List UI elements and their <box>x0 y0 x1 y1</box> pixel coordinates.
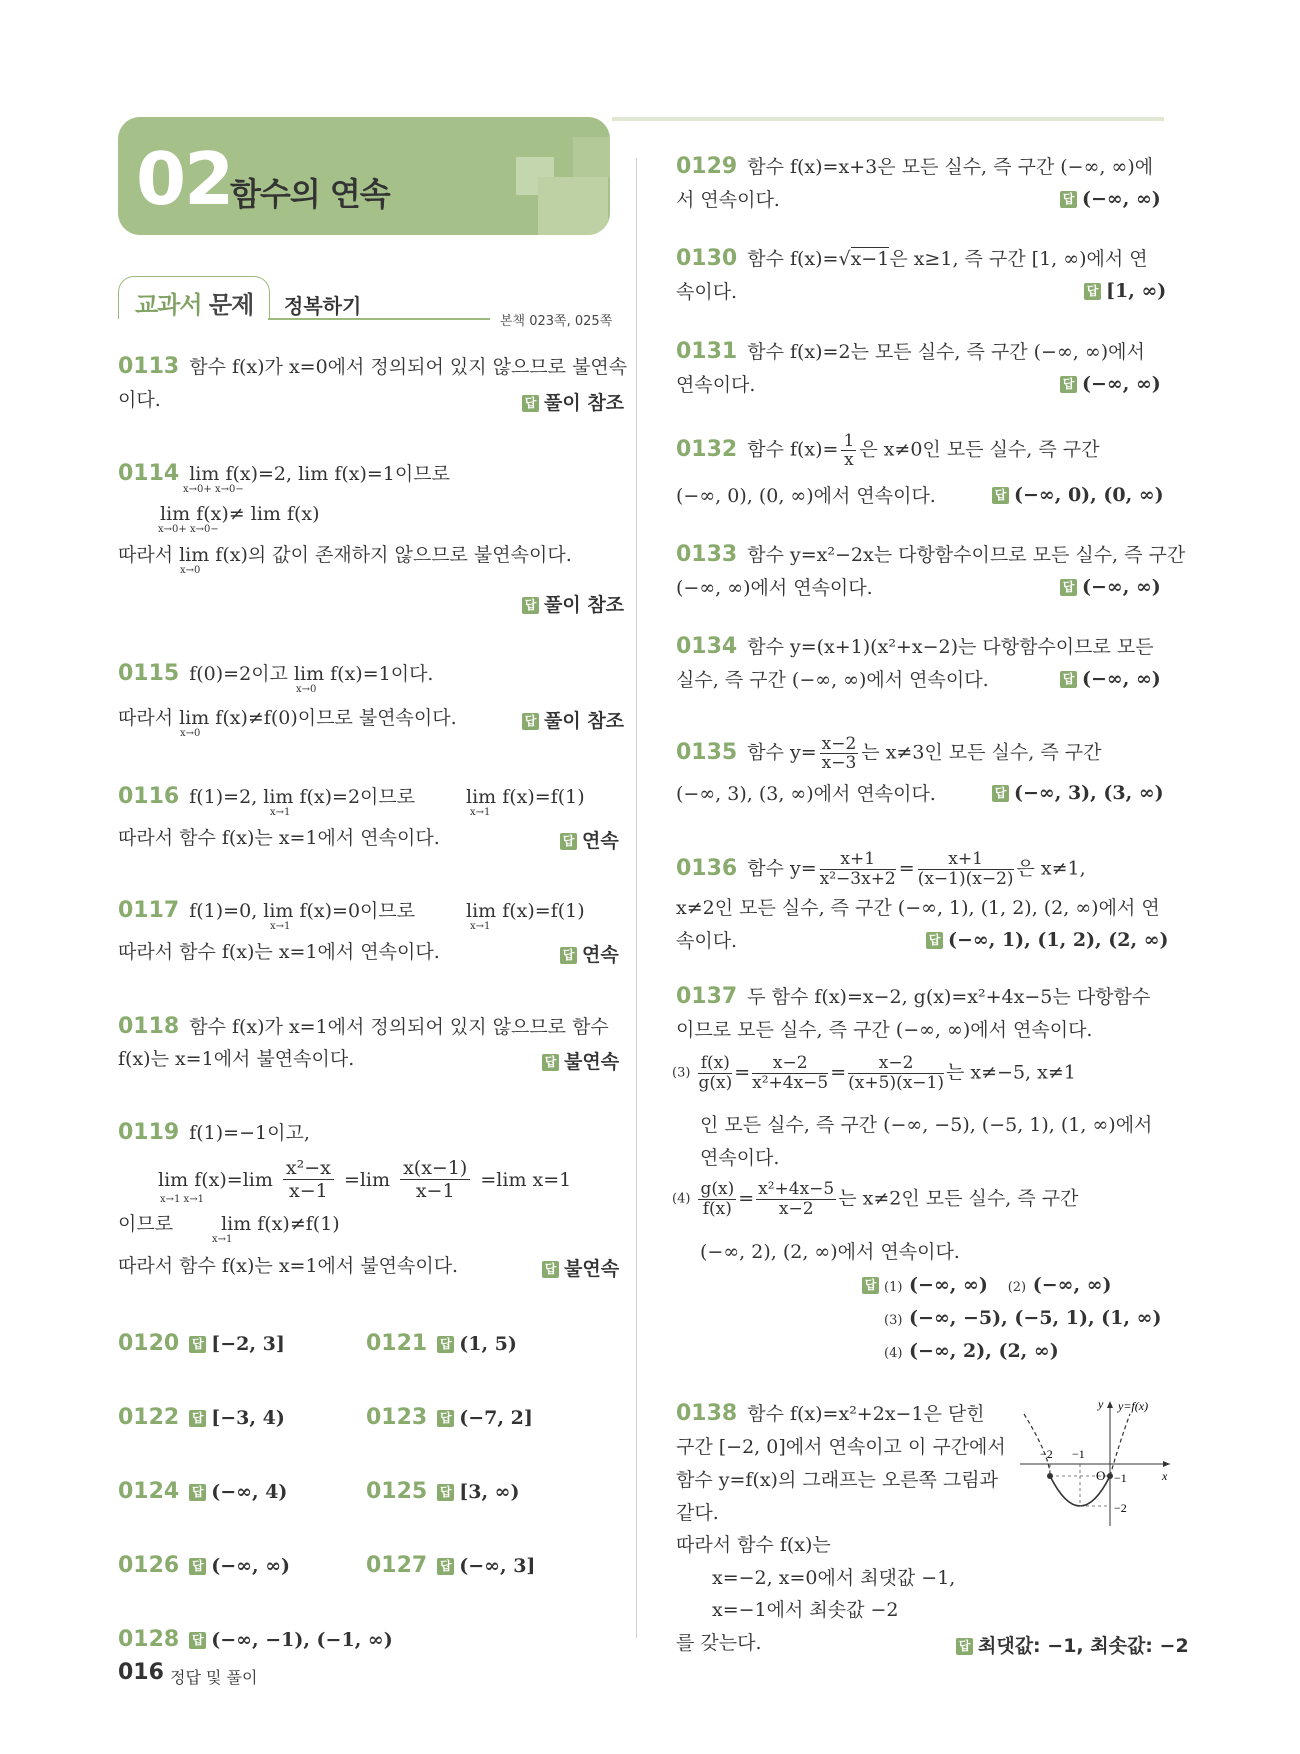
answer-text: (−∞, −5), (−5, 1), (1, ∞) <box>909 1307 1162 1329</box>
fraction-numerator: x−2 <box>752 1054 828 1074</box>
text: 는 x≠2인 모든 실수, 즉 구간 <box>838 1187 1079 1210</box>
problem-0136-line2: x≠2인 모든 실수, 즉 구간 (−∞, 1), (1, 2), (2, ∞)에서 연 <box>676 897 1160 919</box>
answer-text: 풀이 참조 <box>544 392 625 414</box>
answer-text: 풀이 참조 <box>544 710 625 732</box>
answer-text: 최댓값: −1, 최솟값: −2 <box>978 1635 1189 1657</box>
sub-label: (4) <box>884 1346 903 1361</box>
problem-0117-line2: 따라서 함수 f(x)는 x=1에서 연속이다. <box>118 941 440 963</box>
fraction-denominator: x−1 <box>289 1180 328 1202</box>
sqrt-icon: √ <box>838 248 851 270</box>
answer-text: (−∞, ∞) <box>1032 1274 1112 1296</box>
answer-0137-4 <box>884 1340 1059 1362</box>
answer-badge-icon: 답 <box>522 395 539 412</box>
answer-text: (−7, 2] <box>459 1407 533 1429</box>
text: lim f(x)≠f(1) <box>221 1213 340 1235</box>
text: = <box>898 857 915 880</box>
answer-badge-icon: 답 <box>560 833 577 850</box>
problem-0129-line2: 서 연속이다. <box>676 189 780 211</box>
text: lim f(x)=lim <box>158 1168 273 1191</box>
problem-0138-line7: x=−1에서 최솟값 −2 <box>712 1599 899 1621</box>
answer-text: (−∞, 4) <box>211 1481 288 1503</box>
answer-0114 <box>522 590 624 617</box>
text: lim f(x)=2, lim f(x)=1이므로 <box>189 463 450 485</box>
answer-text: (−∞, ∞) <box>1082 668 1161 690</box>
problem-0119-line4: 따라서 함수 f(x)는 x=1에서 불연속이다. <box>118 1255 459 1277</box>
fraction-denominator: x²+4x−5 <box>752 1073 829 1093</box>
header-rule <box>612 117 1164 121</box>
problem-number: 0133 <box>676 542 738 567</box>
problem-0131-line1 <box>676 340 1145 364</box>
answer-0129 <box>1060 188 1161 210</box>
sub-label: (2) <box>1007 1280 1027 1295</box>
fraction-denominator: (x+5)(x−1) <box>848 1073 944 1093</box>
answer-text: (−∞, ∞) <box>909 1274 988 1296</box>
problem-0114-line1 <box>118 462 450 486</box>
fraction <box>820 735 859 772</box>
problem-number: 0134 <box>676 634 738 659</box>
fraction-denominator: f(x) <box>702 1199 732 1219</box>
problem-0130-line2: 속이다. <box>676 281 738 303</box>
curve-dashed-right <box>1110 1414 1130 1476</box>
answer-0117 <box>560 940 619 967</box>
text: 함수 y= <box>747 741 817 764</box>
problem-0138-line6: x=−2, x=0에서 최댓값 −1, <box>712 1567 956 1589</box>
answer-badge-icon: 답 <box>1060 376 1077 393</box>
fraction-denominator: g(x) <box>698 1073 733 1093</box>
section-tab-label: 교과서 <box>135 291 202 319</box>
limit-subscript: x→1 <box>212 1234 233 1245</box>
text: 함수 f(x)= <box>747 248 839 270</box>
chapter-number: 02 <box>136 137 233 221</box>
fraction <box>756 1180 836 1219</box>
problem-0125 <box>366 1480 520 1504</box>
problem-number: 0116 <box>118 784 180 809</box>
answer-badge-icon: 답 <box>542 1054 559 1071</box>
column-divider <box>636 158 637 1638</box>
text: 함수 f(x)=2는 모든 실수, 즉 구간 (−∞, ∞)에서 <box>747 341 1145 363</box>
problem-number: 0121 <box>366 1331 428 1356</box>
text: 함수 f(x)=x+3은 모든 실수, 즉 구간 (−∞, ∞)에 <box>747 156 1154 178</box>
problem-0117-condition: lim f(x)=f(1) <box>466 900 585 922</box>
problem-number: 0114 <box>118 461 180 486</box>
problem-0113-line1 <box>118 355 627 379</box>
problem-0137-sub3-line2: 인 모든 실수, 즉 구간 (−∞, −5), (−5, 1), (1, ∞)에서 <box>700 1114 1153 1136</box>
problem-number: 0127 <box>366 1553 428 1578</box>
sub-label: (3) <box>884 1313 903 1328</box>
fraction-numerator: x²−x <box>283 1157 334 1180</box>
section-tab <box>118 276 270 319</box>
answer-text: [3, ∞) <box>459 1481 520 1503</box>
tick-label: −2 <box>1040 1447 1053 1461</box>
fraction <box>283 1157 334 1202</box>
fraction-denominator: x−2 <box>778 1199 814 1219</box>
fraction <box>848 1054 944 1093</box>
text: 함수 f(x)= <box>747 438 839 461</box>
answer-badge-icon: 답 <box>1060 671 1077 688</box>
problem-number: 0123 <box>366 1405 428 1430</box>
answer-text: (−∞, ∞) <box>1082 373 1161 395</box>
problem-0113-line2: 이다. <box>118 389 161 411</box>
endpoint <box>1047 1473 1053 1479</box>
problem-number: 0136 <box>676 855 738 881</box>
answer-0118 <box>542 1047 619 1074</box>
problem-number: 0118 <box>118 1014 180 1039</box>
footer-text: 정답 및 풀이 <box>170 1668 258 1687</box>
text: f(1)=0, lim f(x)=0이므로 <box>189 900 416 922</box>
text: =lim <box>343 1168 391 1191</box>
text: 함수 y= <box>747 857 817 880</box>
problem-0137-sub3-line3: 연속이다. <box>700 1147 780 1169</box>
answer-badge-icon: 답 <box>956 1638 973 1655</box>
fraction-numerator: f(x) <box>698 1054 732 1074</box>
text: 은 x≠0인 모든 실수, 즉 구간 <box>859 438 1100 461</box>
fraction-denominator: x−3 <box>821 753 857 773</box>
answer-text: (−∞, −1), (−1, ∞) <box>211 1629 393 1651</box>
curve-label: y=f(x) <box>1118 1399 1149 1413</box>
answer-badge-icon: 답 <box>437 1484 454 1501</box>
answer-badge-icon: 답 <box>992 785 1009 802</box>
fraction <box>841 432 856 469</box>
answer-0135 <box>992 782 1164 804</box>
section-reference: 본책 023쪽, 025쪽 <box>500 314 613 329</box>
answer-text: 불연속 <box>564 1258 620 1280</box>
answer-0131 <box>1060 373 1161 395</box>
problem-0137-sub4: (4) $\frac{g(x)}{f(x)}$ = $\frac{\text{x²+4x−5}}{x-2}$ 는 x≠2인 모든 실수, 즉 구간 <box>672 1179 1079 1219</box>
problem-0124 <box>118 1480 287 1504</box>
chapter-banner <box>118 117 610 235</box>
text: 은 x≥1, 즉 구간 [1, ∞)에서 연 <box>889 248 1148 270</box>
limit-subscript: x→1 <box>470 921 491 932</box>
fraction-numerator: x+1 <box>918 850 1014 870</box>
limit-subscript: x→0 <box>296 684 317 695</box>
problem-number: 0129 <box>676 154 738 179</box>
fraction-denominator: x <box>844 450 854 470</box>
answer-badge-icon: 답 <box>437 1336 454 1353</box>
answer-0133 <box>1060 576 1161 598</box>
section-subtitle: 정복하기 <box>284 294 362 318</box>
answer-badge-icon: 답 <box>1060 579 1077 596</box>
text: 함수 y=x²−2x는 다항함수이므로 모든 실수, 즉 구간 <box>747 544 1186 566</box>
answer-0137-3 <box>884 1307 1161 1329</box>
problem-number: 0117 <box>118 898 180 923</box>
problem-0138-line4: 같다. <box>676 1502 719 1524</box>
text: 함수 y=(x+1)(x²+x−2)는 다항함수이므로 모든 <box>747 636 1154 658</box>
y-label: y <box>1098 1397 1104 1411</box>
answer-0130 <box>1084 280 1166 302</box>
answer-badge-icon: 답 <box>189 1558 206 1575</box>
x-axis-arrow-icon <box>1163 1461 1170 1467</box>
problem-0136-line1 <box>676 850 1086 889</box>
answer-badge-icon: 답 <box>1060 191 1077 208</box>
answer-badge-icon: 답 <box>189 1484 206 1501</box>
sub-label: (1) <box>884 1280 903 1295</box>
answer-text: [−2, 3] <box>211 1333 285 1355</box>
problem-0132-line1 <box>676 432 1099 469</box>
answer-0134 <box>1060 668 1161 690</box>
problem-0115-line1 <box>118 662 433 686</box>
answer-badge-icon: 답 <box>862 1277 879 1294</box>
tick-label: −1 <box>1072 1447 1085 1461</box>
problem-0137-line2: 이므로 모든 실수, 즉 구간 (−∞, ∞)에서 연속이다. <box>676 1019 1093 1041</box>
answer-badge-icon: 답 <box>189 1410 206 1427</box>
function-graph <box>1010 1396 1180 1536</box>
answer-0115 <box>522 706 624 733</box>
tick-label: −1 <box>1114 1471 1127 1485</box>
problem-0116-line1 <box>118 785 415 809</box>
fraction-numerator: x−2 <box>821 734 857 754</box>
answer-text: (−∞, 3), (3, ∞) <box>1014 782 1164 804</box>
limit-subscript: x→1 <box>270 921 291 932</box>
problem-0138-line5: 따라서 함수 f(x)는 <box>676 1534 831 1556</box>
answer-text: (−∞, 0), (0, ∞) <box>1014 484 1164 506</box>
problem-0134-line1 <box>676 635 1154 659</box>
fraction-numerator: 1 <box>843 431 855 451</box>
page-number: 016 <box>118 1660 164 1685</box>
problem-0135-line2: (−∞, 3), (3, ∞)에서 연속이다. <box>676 783 936 805</box>
text: 두 함수 f(x)=x−2, g(x)=x²+4x−5는 다항함수 <box>747 986 1151 1008</box>
problem-number: 0135 <box>676 739 738 765</box>
fraction <box>400 1157 470 1202</box>
problem-number: 0124 <box>118 1479 180 1504</box>
problem-0118-line1 <box>118 1015 609 1039</box>
answer-text: (−∞, ∞) <box>1082 188 1161 210</box>
answer-text: [1, ∞) <box>1106 280 1167 302</box>
answer-badge-icon: 답 <box>542 1261 559 1278</box>
answer-badge-icon: 답 <box>189 1632 206 1649</box>
answer-text: 불연속 <box>564 1051 620 1073</box>
limit-subscript: x→1 <box>270 807 291 818</box>
problem-number: 0138 <box>676 1401 738 1426</box>
problem-0132-line2: (−∞, 0), (0, ∞)에서 연속이다. <box>676 485 936 507</box>
x-label: x <box>1162 1469 1168 1483</box>
answer-0137-1-2 <box>862 1274 1112 1296</box>
limit-subscript: x→0 <box>180 728 201 739</box>
fraction-denominator: x−1 <box>415 1180 455 1202</box>
problem-0115-line2: 따라서 lim f(x)≠f(0)이므로 불연속이다. <box>118 707 457 729</box>
problem-0128 <box>118 1628 393 1652</box>
answer-text: 연속 <box>582 944 619 966</box>
fraction-denominator: (x−1)(x−2) <box>917 869 1014 889</box>
problem-0119-line2 <box>158 1157 571 1202</box>
limit-subscript: x→1 x→1 <box>160 1194 204 1205</box>
problem-0138-line3: 함수 y=f(x)의 그래프는 오른쪽 그림과 <box>676 1469 998 1491</box>
answer-0116 <box>560 826 619 853</box>
origin-label: O <box>1096 1468 1106 1483</box>
problem-number: 0137 <box>676 984 738 1009</box>
limit-subscript: x→0+ x→0− <box>183 484 244 495</box>
answer-badge-icon: 답 <box>560 947 577 964</box>
problem-number: 0119 <box>118 1120 180 1145</box>
limit-subscript: x→0+ x→0− <box>158 524 219 535</box>
problem-number: 0126 <box>118 1553 180 1578</box>
text: 는 x≠3인 모든 실수, 즉 구간 <box>861 741 1102 764</box>
problem-0138-line1 <box>676 1402 985 1426</box>
answer-text: (−∞, ∞) <box>211 1555 291 1577</box>
answer-badge-icon: 답 <box>189 1336 206 1353</box>
problem-0138-line8: 를 갖는다. <box>676 1632 762 1654</box>
fraction-numerator: x(x−1) <box>400 1157 470 1180</box>
problem-0136-line3: 속이다. <box>676 930 738 952</box>
problem-0116-line2: 따라서 함수 f(x)는 x=1에서 연속이다. <box>118 827 440 849</box>
problem-0121 <box>366 1332 517 1356</box>
tick-label: −2 <box>1114 1501 1127 1515</box>
problem-0138-line2: 구간 [−2, 0]에서 연속이고 이 구간에서 <box>676 1436 1006 1458</box>
text: =lim x=1 <box>480 1168 572 1191</box>
sub-label: (4) <box>672 1191 691 1207</box>
problem-0123 <box>366 1406 533 1430</box>
problem-number: 0120 <box>118 1331 180 1356</box>
answer-text: (−∞, 2), (2, ∞) <box>909 1340 1059 1362</box>
problem-0133-line1 <box>676 543 1185 567</box>
fraction-denominator: x²−3x+2 <box>819 869 896 889</box>
limit-subscript: x→0 <box>180 565 201 576</box>
answer-text: 연속 <box>582 830 619 852</box>
text: f(1)=2, lim f(x)=2이므로 <box>189 786 416 808</box>
answer-text: 풀이 참조 <box>544 594 625 616</box>
limit-subscript: x→1 <box>470 807 491 818</box>
fraction-numerator: g(x) <box>700 1179 735 1199</box>
answer-text: (1, 5) <box>459 1333 517 1355</box>
fraction <box>698 1180 736 1219</box>
answer-0138 <box>956 1631 1189 1658</box>
answer-text: (−∞, 3] <box>459 1555 536 1577</box>
fraction <box>918 850 1014 889</box>
answer-0132 <box>992 484 1164 506</box>
problem-0117-line1 <box>118 899 415 923</box>
problem-number: 0115 <box>118 661 180 686</box>
problem-0137-line1 <box>676 985 1150 1009</box>
problem-number: 0130 <box>676 246 738 271</box>
problem-number: 0113 <box>118 354 180 379</box>
answer-badge-icon: 답 <box>1084 283 1101 300</box>
problem-0134-line2: 실수, 즉 구간 (−∞, ∞)에서 연속이다. <box>676 669 989 691</box>
problem-0129-line1 <box>676 155 1153 179</box>
problem-0119-line1 <box>118 1121 310 1145</box>
problem-0126 <box>118 1554 290 1578</box>
problem-0116-condition: lim f(x)=f(1) <box>466 786 585 808</box>
problem-0133-line2: (−∞, ∞)에서 연속이다. <box>676 577 873 599</box>
answer-text: (−∞, 1), (1, 2), (2, ∞) <box>948 929 1169 951</box>
problem-0114-line3: 따라서 lim f(x)의 값이 존재하지 않으므로 불연속이다. <box>118 544 572 566</box>
problem-0131-line2: 연속이다. <box>676 374 756 396</box>
problem-number: 0122 <box>118 1405 180 1430</box>
sub-label: (3) <box>672 1065 691 1081</box>
problem-0130-line1 <box>676 247 1148 271</box>
answer-badge-icon: 답 <box>522 713 539 730</box>
answer-badge-icon: 답 <box>437 1410 454 1427</box>
problem-0114-line2: lim f(x)≠ lim f(x) <box>160 503 320 525</box>
banner-decoration <box>573 137 610 177</box>
answer-text: (−∞, ∞) <box>1082 576 1161 598</box>
text: 는 x≠−5, x≠1 <box>946 1061 1076 1084</box>
fraction <box>820 850 896 889</box>
answer-badge-icon: 답 <box>992 487 1009 504</box>
fraction <box>752 1054 828 1093</box>
fraction-numerator: x+1 <box>820 850 896 870</box>
text: 함수 f(x)가 x=1에서 정의되어 있지 않으므로 함수 <box>189 1016 609 1038</box>
problem-number: 0128 <box>118 1627 180 1652</box>
problem-number: 0132 <box>676 436 738 462</box>
problem-0137-sub3: (3) $\frac{f(x)}{g(x)}$ = $\frac{x-2}{\text{x²+4x−5}}$ = $\frac{x-2}{(x+5)(x-1)}$ 는 x≠−5, x≠1 <box>672 1053 1076 1093</box>
text: 함수 f(x)=x²+2x−1은 닫힌 <box>747 1403 985 1425</box>
problem-0122 <box>118 1406 285 1430</box>
problem-0127 <box>366 1554 535 1578</box>
problem-0135-line1 <box>676 735 1101 772</box>
text: f(1)=−1이고, <box>189 1122 310 1144</box>
text: 함수 f(x)가 x=0에서 정의되어 있지 않으므로 불연속 <box>189 356 628 378</box>
endpoint <box>1107 1473 1113 1479</box>
answer-badge-icon: 답 <box>926 932 943 949</box>
answer-badge-icon: 답 <box>437 1558 454 1575</box>
sqrt-radicand: x−1 <box>850 248 890 270</box>
answer-text: [−3, 4) <box>211 1407 285 1429</box>
section-tab-label-dark: 문제 <box>208 291 254 319</box>
problem-0118-line2: f(x)는 x=1에서 불연속이다. <box>118 1048 355 1070</box>
section-rule <box>268 318 490 320</box>
fraction-numerator: x−2 <box>848 1054 944 1074</box>
answer-badge-icon: 답 <box>522 597 539 614</box>
chapter-title: 함수의 연속 <box>230 175 390 213</box>
problem-number: 0131 <box>676 339 738 364</box>
problem-number: 0125 <box>366 1479 428 1504</box>
problem-0120 <box>118 1332 285 1356</box>
answer-0113 <box>522 388 624 415</box>
text: f(0)=2이고 lim f(x)=1이다. <box>189 663 434 685</box>
fraction <box>698 1054 732 1093</box>
curve-dashed-left <box>1024 1414 1050 1476</box>
banner-decoration <box>538 177 608 235</box>
fraction-numerator: x²+4x−5 <box>758 1179 835 1199</box>
answer-0136 <box>926 929 1169 951</box>
y-axis-arrow-icon <box>1107 1401 1113 1408</box>
problem-0119-line3 <box>118 1212 340 1236</box>
problem-0137-sub4-line2: (−∞, 2), (2, ∞)에서 연속이다. <box>700 1241 960 1263</box>
answer-0119 <box>542 1254 619 1281</box>
text: 은 x≠1, <box>1016 857 1086 880</box>
text: 이므로 <box>118 1213 174 1235</box>
